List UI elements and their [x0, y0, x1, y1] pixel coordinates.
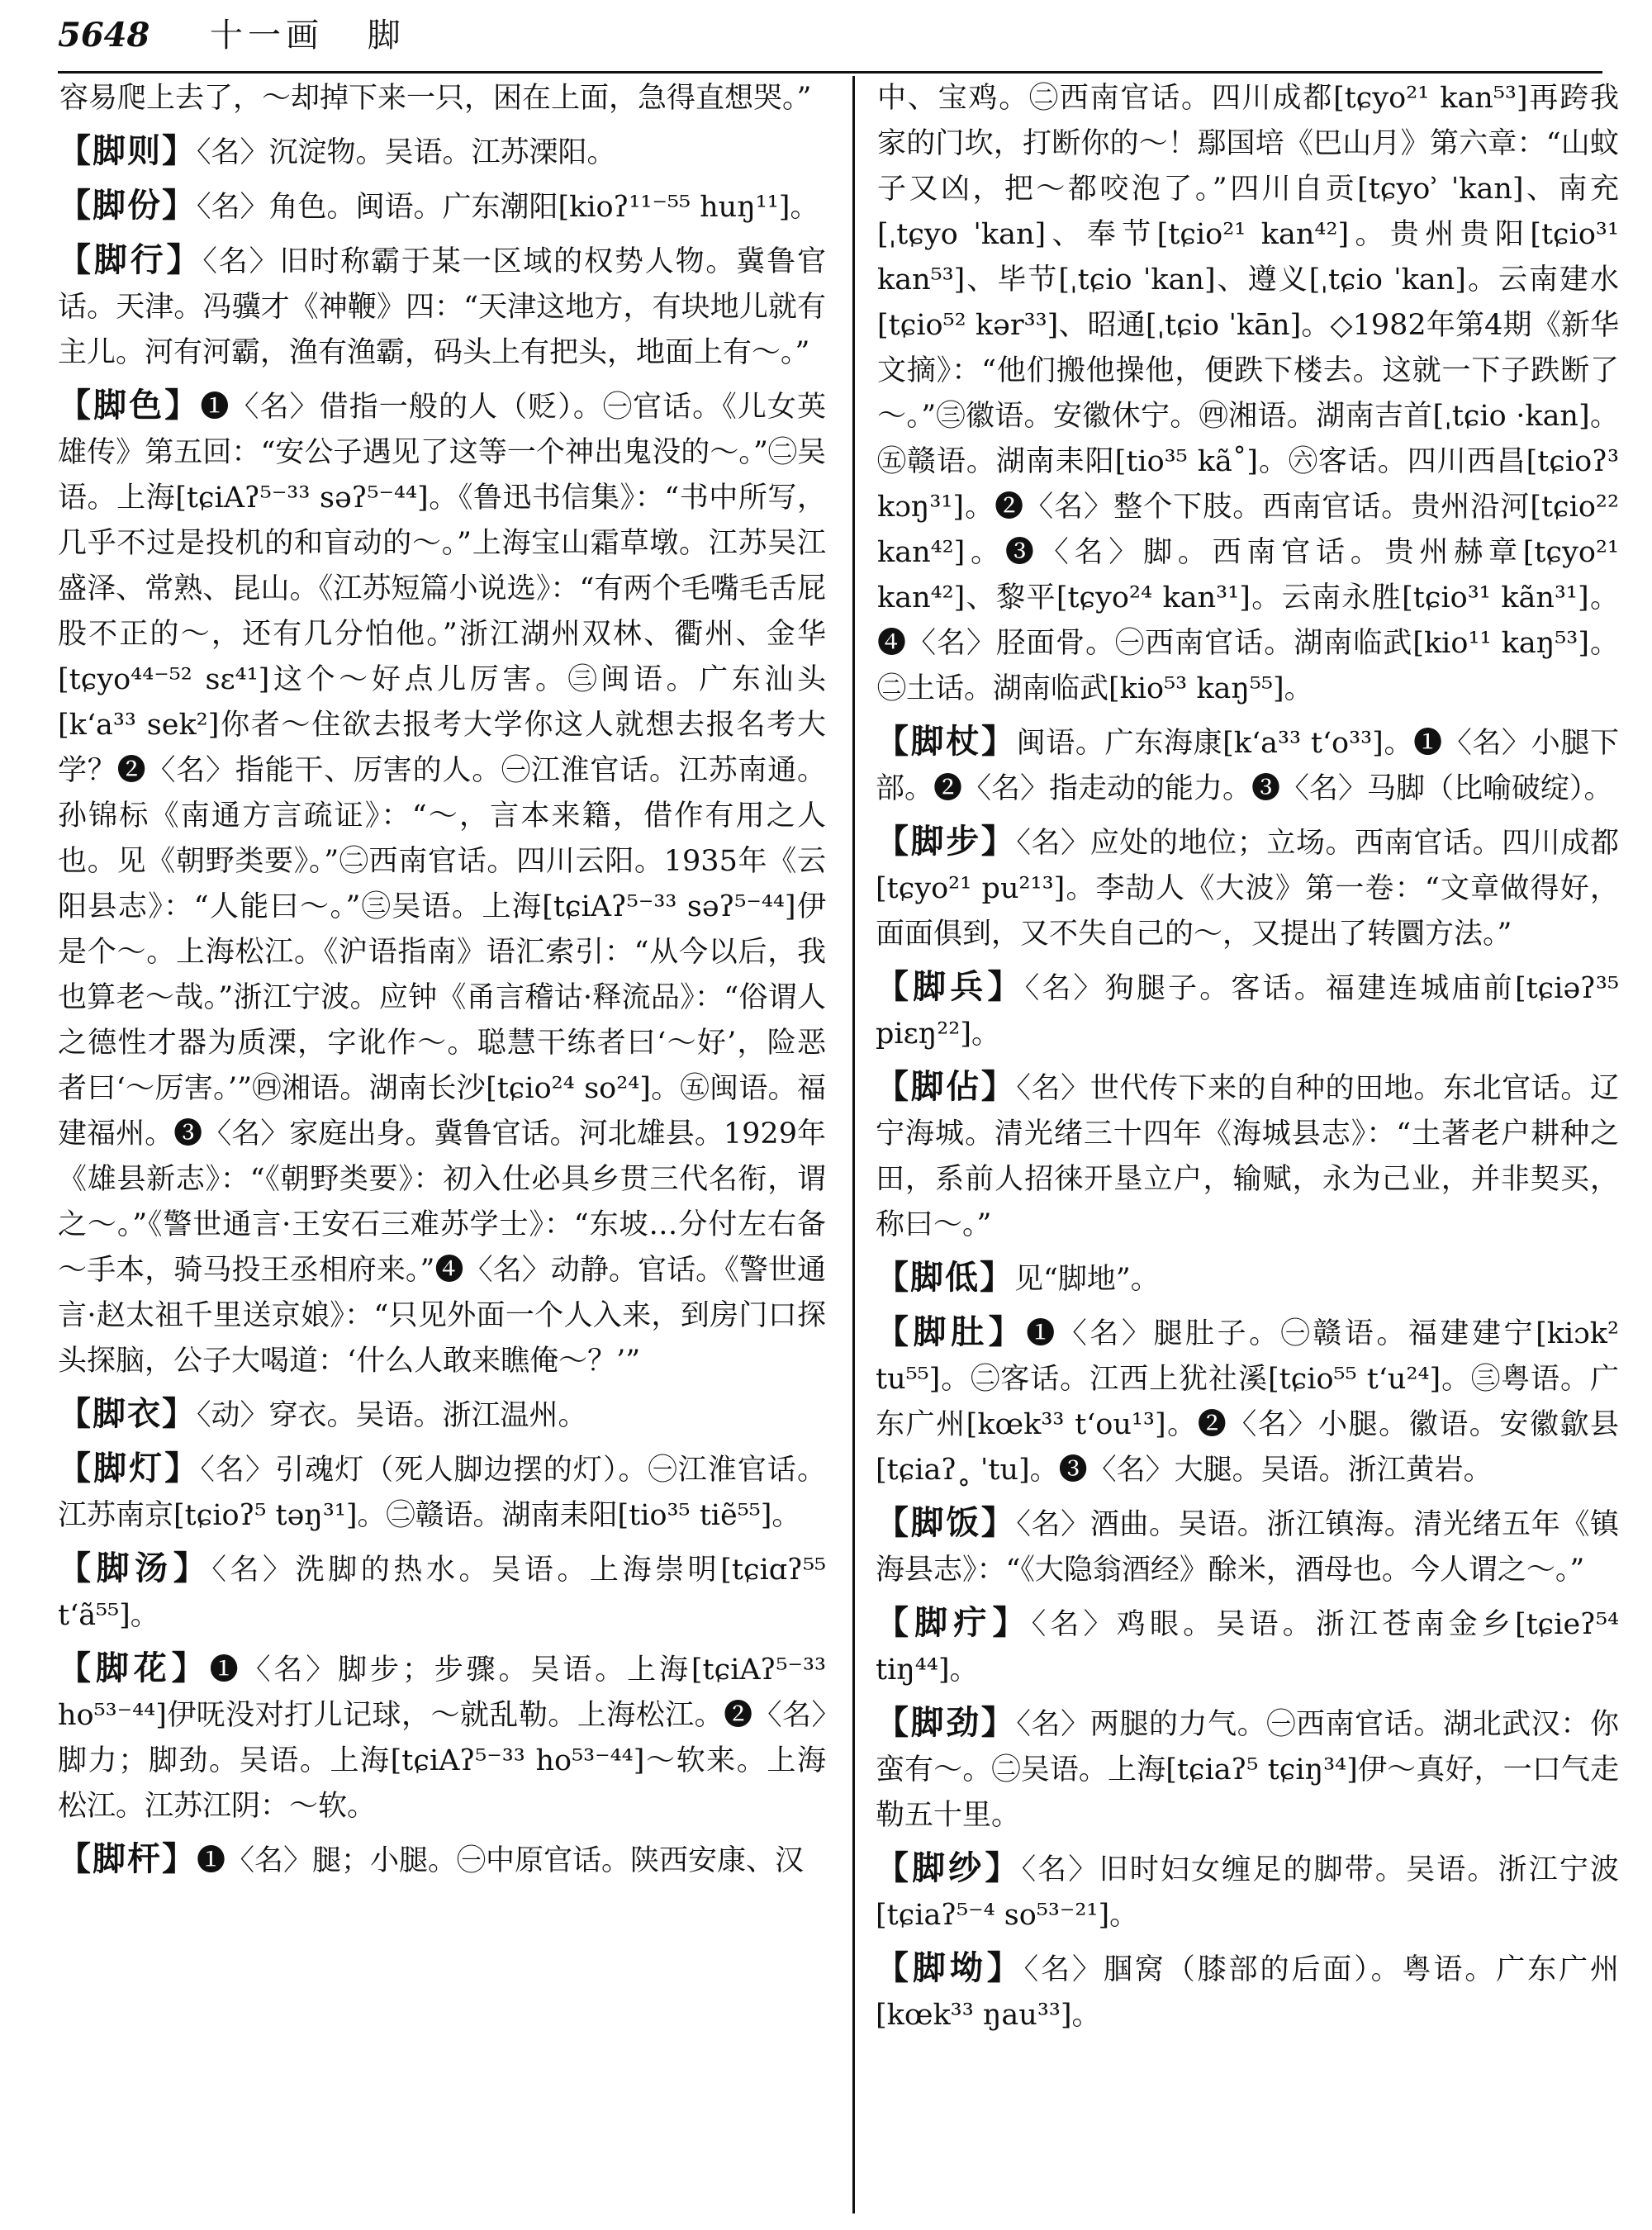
dictionary-entry [876, 1700, 1619, 1839]
left-column [58, 76, 826, 2213]
dictionary-entry [876, 964, 1619, 1057]
entry-headword: 【脚坳】 [876, 1948, 1024, 1987]
dictionary-entry [876, 818, 1619, 957]
page-header [58, 7, 1602, 64]
entry-text: 〈动〉穿衣。吴语。浙江温州。 [197, 1399, 587, 1432]
entry-text: ❶〈名〉腿；小腿。㊀中原官话。陕西安康、汉 [197, 1844, 805, 1877]
entry-text: ❶〈名〉借指一般的人（贬）。㊀官话。《儿女英雄传》第五回：“安公子遇见了这等一个神出鬼没的～。”㊁吴语。上海[tɕiAʔ⁵⁻³³ səʔ⁵⁻⁴⁴]。《鲁迅书信集》：“书中所写，几乎不过是投机的和盲动的～。”上海宝山霜草墩。江苏吴江盛泽、常熟、昆山。《江苏短篇小说选》：“有两个毛嘴毛舌屁股不正的～，还有几分怕他。”浙江湖州双林、衢州、金华[tɕyo⁴⁴⁻⁵² sɛ⁴¹]这个～好点儿厉害。㊂闽语。广东汕头[kʻa³³ sek²]你者～住欲去报考大学你这人就想去报名考大学？❷〈名〉指能干、厉害的人。㊀江淮官话。江苏南通。孙锦标《南通方言疏证》：“～，言本来籍，借作有用之人也。见《朝野类要》。”㊁西南官话。四川云阳。1935年《云阳县志》：“人能曰～。”㊂吴语。上海[tɕiAʔ⁵⁻³³ səʔ⁵⁻⁴⁴]伊是个～。上海松江。《沪语指南》语汇索引：“从今以后，我也算老～哉。”浙江宁波。应钟《甬言稽诂·释流品》：“俗谓人之德性才器为质溧，字讹作～。聪慧干练者曰‘～好’，险恶者曰‘～厉害。’”㊃湘语。湖南长沙[tɕio²⁴ so²⁴]。㊄闽语。福建福州。❸〈名〉家庭出身。冀鲁官话。河北雄县。1929年《雄县新志》：“《朝野类要》：初入仕必具乡贯三代名衔，谓之～。”《警世通言·王安石三难苏学士》：“东坡…分付左右备～手本，骑马投王丞相府来。”❹〈名〉动静。官话。《警世通言·赵太祖千里送京娘》：“只见外面一个人入来，到房门口探头探脑，公子大喝道：‘什么人敢来瞧俺～？’” [58, 391, 826, 1378]
entry-headword: 【脚花】 [58, 1649, 210, 1687]
entry-headword: 【脚灯】 [58, 1449, 201, 1487]
entry-text: ❶〈名〉脚步；步骤。吴语。上海[tɕiAʔ⁵⁻³³ ho⁵³⁻⁴⁴]伊呒没对打儿记球，～就乱勒。上海松江。❷〈名〉脚力；脚劲。吴语。上海[tɕiAʔ⁵⁻³³ ho⁵³⁻⁴⁴]～软来。上海松江。江苏江阴：～软。 [58, 1654, 826, 1823]
entry-headword: 【脚则】 [58, 131, 197, 170]
entry-text: 〈名〉应处的地位；立场。西南官话。四川成都[tɕyo²¹ pu²¹³]。李劼人《大波》第一卷：“文章做得好，面面俱到，又不失自己的～，又提出了转圜方法。” [876, 827, 1619, 951]
column-divider [852, 76, 855, 2213]
entry-headword: 【脚汤】 [58, 1549, 212, 1587]
entry-headword: 【脚饭】 [876, 1503, 1017, 1542]
dictionary-entry [58, 183, 826, 230]
entry-text: 〈名〉旧时称霸于某一区域的权势人物。冀鲁官话。天津。冯骥才《神鞭》四：“天津这地方，有块地儿就有主儿。河有河霸，渔有渔霸，码头上有把头，地面上有～。” [58, 245, 826, 369]
entry-text: 〈名〉腘窝（膝部的后面）。粤语。广东广州[kœk³³ ŋau³³]。 [876, 1953, 1619, 2032]
dictionary-entry [58, 1445, 826, 1539]
dictionary-entry [876, 1255, 1619, 1302]
entry-text: ❶〈名〉腿肚子。㊀赣语。福建建宁[kiɔk² tu⁵⁵]。㊁客话。江西上犹社溪[tɕio⁵⁵ tʻu²⁴]。㊂粤语。广东广州[kœk³³ tʻou¹³]。❷〈名〉小腿。徽语。安徽歙县[tɕiaʔ˳ ˈtu]。❸〈名〉大腿。吴语。浙江黄岩。 [876, 1317, 1619, 1487]
dictionary-entry [876, 1309, 1619, 1493]
dictionary-entry [876, 1945, 1619, 2038]
entry-headword: 【脚杖】 [876, 722, 1017, 761]
entry-headword: 【脚份】 [58, 186, 197, 225]
header-rule [58, 71, 1602, 74]
entry-headword: 【脚劲】 [876, 1703, 1017, 1742]
entry-headword: 【脚纱】 [876, 1848, 1022, 1887]
entry-text: 〈名〉狗腿子。客话。福建连城庙前[tɕiəʔ³⁵ piɛŋ²²]。 [876, 972, 1619, 1051]
dictionary-entry [876, 1600, 1619, 1693]
dictionary-entry [58, 1836, 826, 1884]
entry-text: 〈名〉旧时妇女缠足的脚带。吴语。浙江宁波[tɕiaʔ⁵⁻⁴ so⁵³⁻²¹]。 [876, 1853, 1619, 1932]
entry-headword: 【脚低】 [876, 1258, 1014, 1297]
entry-headword: 【脚疔】 [876, 1603, 1032, 1642]
dictionary-entry [58, 1545, 826, 1639]
dictionary-entry [58, 382, 826, 1384]
dictionary-entry [876, 1500, 1619, 1593]
entry-text: 〈名〉世代传下来的自种的田地。东北官话。辽宁海城。清光绪三十四年《海城县志》：“土著老户耕种之田，系前人招徕开垦立户，输赋，永为己业，并非契买，称曰～。” [876, 1072, 1619, 1241]
entry-text: 〈名〉洗脚的热水。吴语。上海崇明[tɕiɑʔ⁵⁵ tʻã⁵⁵]。 [58, 1554, 826, 1632]
right-column [876, 76, 1619, 2213]
continuation-text: 容易爬上去了，～却掉下来一只，困在上面，急得直想哭。” [59, 82, 812, 115]
dictionary-entry [58, 1391, 826, 1439]
dictionary-entry [58, 237, 826, 376]
entry-text: 见“脚地”。 [1014, 1263, 1160, 1296]
entry-text: 闽语。广东海康[kʻa³³ tʻo³³]。❶〈名〉小腿下部。❷〈名〉指走动的能力。❸〈名〉马脚（比喻破绽）。 [876, 727, 1619, 805]
entry-headword: 【脚兵】 [876, 967, 1025, 1006]
entry-headword: 【脚肚】 [876, 1312, 1027, 1351]
entry-headword: 【脚行】 [58, 240, 203, 279]
entry-headword: 【脚衣】 [58, 1394, 197, 1433]
dictionary-entry [58, 128, 826, 176]
entry-text: 〈名〉角色。闽语。广东潮阳[kioʔ¹¹⁻⁵⁵ huŋ¹¹]。 [197, 191, 819, 224]
dictionary-entry [58, 1645, 826, 1829]
dictionary-entry [876, 1064, 1619, 1248]
entry-text: 〈名〉引魂灯（死人脚边摆的灯）。㊀江淮官话。江苏南京[tɕioʔ⁵ təŋ³¹]。㊁赣语。湖南耒阳[tio³⁵ tiẽ⁵⁵]。 [58, 1454, 826, 1532]
entry-text: 〈名〉两腿的力气。㊀西南官话。湖北武汉：你蛮有～。㊁吴语。上海[tɕiaʔ⁵ tɕiŋ³⁴]伊～真好，一口气走勒五十里。 [876, 1708, 1619, 1832]
header-character: 脚 [367, 17, 401, 55]
entry-headword: 【脚色】 [58, 386, 201, 425]
dictionary-entry [876, 1845, 1619, 1938]
entry-headword: 【脚杆】 [58, 1839, 197, 1878]
continuation-text: 中、宝鸡。㊁西南官话。四川成都[tɕyo²¹ kan⁵³]再跨我家的门坎，打断你的～！鄢国培《巴山月》第六章：“山蚊子又凶，把～都咬泡了。”四川自贡[tɕyoʾ ˈkan]、南充[ˌtɕyo ˈkan]、奉节[tɕio²¹ kan⁴²]。贵州贵阳[tɕio³¹ kan⁵³]、毕节[ˌtɕio ˈkan]、遵义[ˌtɕio ˈkan]。云南建水[tɕio⁵² kər³³]、昭通[ˌtɕio ˈkān]。◇1982年第4期《新华文摘》：“他们搬他操他，便跌下楼去。这就一下子跌断了～。”㊂徽语。安徽休宁。㊃湘语。湖南吉首[ˌtɕio ·kan]。㊄赣语。湖南耒阳[tio³⁵ kã˚]。㊅客话。四川西昌[tɕioʔ³ kɔŋ³¹]。❷〈名〉整个下肢。西南官话。贵州沿河[tɕio²² kan⁴²]。❸〈名〉脚。西南官话。贵州赫章[tɕyo²¹ kan⁴²]、黎平[tɕyo²⁴ kan³¹]。云南永胜[tɕio³¹ kãn³¹]。❹〈名〉胫面骨。㊀西南官话。湖南临武[kio¹¹ kaŋ⁵³]。㊁土话。湖南临武[kio⁵³ kaŋ⁵⁵]。 [877, 82, 1619, 705]
page-number: 5648 [58, 16, 150, 55]
entry-headword: 【脚佔】 [876, 1067, 1017, 1106]
entry-text: 〈名〉酒曲。吴语。浙江镇海。清光绪五年《镇海县志》：“《大隐翁酒经》酴米，酒母也。今人谓之～。” [876, 1508, 1619, 1587]
section-label: 十一画 [210, 17, 325, 55]
entry-text: 〈名〉鸡眼。吴语。浙江苍南金乡[tɕieʔ⁵⁴ tiŋ⁴⁴]。 [876, 1608, 1619, 1687]
entry-text: 〈名〉沉淀物。吴语。江苏溧阳。 [197, 136, 616, 169]
entry-headword: 【脚步】 [876, 822, 1017, 861]
dictionary-entry [876, 719, 1619, 812]
